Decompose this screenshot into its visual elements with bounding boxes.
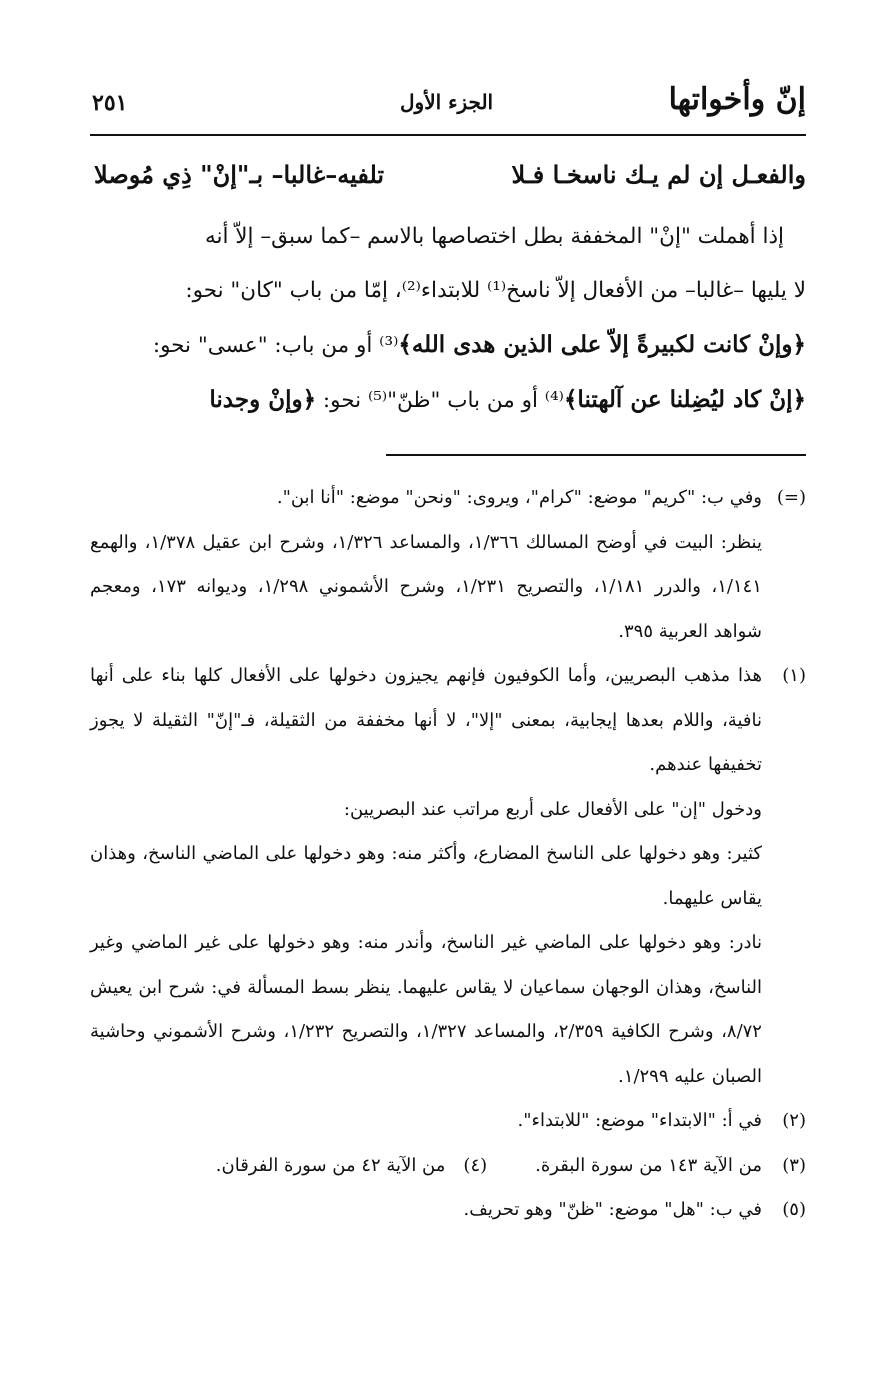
footnote-number: (٢) bbox=[782, 1110, 806, 1131]
poetry-verse bbox=[90, 154, 806, 204]
footnote-number: (٣) bbox=[782, 1154, 806, 1176]
footnote-paragraph: ودخول "إن" على الأفعال على أربع مراتب عند البصريين: bbox=[343, 798, 762, 820]
footnote-number: (٤) bbox=[463, 1154, 488, 1176]
body-line-4 bbox=[90, 373, 806, 428]
footnote-paragraph: في أ: "الابتداء" موضع: "للابتداء". bbox=[517, 1110, 762, 1131]
footnote bbox=[90, 654, 806, 1099]
footnote-paragraph: نادر: وهو دخولها على الماضي غير الناسخ، وأندر منه: وهو دخولها على غير الماضي وغير الناسخ، وهذان الوجهان سماعيان لا يقاس عليهما. ينظر بسط المسألة في: شرح ابن يعيش ٨/٧٢، وشرح الكافية ٢/٣٥٩، والمساعد ١/٣٢٧، والتصريح ١/٢٣٢، وشرح الأشموني وحاشية الصبان عليه ١/٢٩٩. bbox=[90, 932, 763, 1087]
footnote-paragraph: في ب: "هل" موضع: "ظنّ" وهو تحريف. bbox=[463, 1199, 762, 1220]
footnote bbox=[90, 476, 806, 654]
footnotes bbox=[90, 476, 806, 1233]
quran-quote: ﴿وإنْ كانت لكبيرةً إلاّ على الذين هدى الله﴾ bbox=[398, 331, 806, 358]
footnote bbox=[90, 1099, 806, 1144]
footnote-paragraph: كثير: وهو دخولها على الناسخ المضارع، وأكثر منه: وهو دخولها على الماضي الناسخ، وهذان يقاس عليهما. bbox=[90, 843, 762, 909]
page-number: ٢٥١ bbox=[92, 90, 128, 116]
footnote-paragraph: هذا مذهب البصريين، وأما الكوفيون فإنهم يجيزون دخولها على الأفعال كلها بناء على أنها نافية، واللام بعدها إيجابية، بمعنى "إلا"، لا أنها مخففة من الثقيلة، فـ"إنّ" الثقيلة لا يجوز تخفيفها عندهم. bbox=[90, 665, 762, 775]
footnote-number: (=) bbox=[776, 487, 806, 508]
quran-quote: ﴿وإنْ وجدنا bbox=[209, 386, 317, 413]
quran-quote: ﴿إنْ كاد ليُضِلنا عن آلهتنا﴾ bbox=[563, 386, 806, 413]
body-line-2: لا يليها –غالبا– من الأفعال إلاّ ناسخ⁽¹⁾ للابتداء⁽²⁾، إمّا من باب "كان" نحو: bbox=[185, 278, 806, 303]
footnote-text bbox=[90, 1188, 762, 1233]
body-text: ⁽⁴⁾ أو من باب "ظنّ"⁽⁵⁾ نحو: bbox=[322, 388, 564, 413]
book-page bbox=[90, 78, 806, 1233]
body-line-1: إذا أهملت "إنْ" المخففة بطل اختصاصها بالاسم –كما سبق– إلاّ أنه bbox=[204, 224, 784, 249]
body-line-3 bbox=[90, 318, 806, 373]
verse-second-hemistich: تلفيه–غالبا– بـ"إنْ" ذِي مُوصلا bbox=[94, 160, 385, 189]
main-text bbox=[90, 210, 806, 428]
footnote-paragraph: من الآية ١٤٣ من سورة البقرة. bbox=[535, 1154, 762, 1176]
page-header bbox=[90, 78, 806, 136]
footnote-separator bbox=[386, 454, 806, 456]
footnote-paragraph: من الآية ٤٢ من سورة الفرقان. bbox=[215, 1154, 446, 1176]
footnote bbox=[90, 1144, 806, 1189]
footnote-text bbox=[90, 476, 762, 654]
verse-first-hemistich: والفعـل إن لم يـك ناسخـا فـلا bbox=[511, 160, 806, 189]
running-title: إنّ وأخواتها bbox=[668, 82, 806, 117]
footnote-text bbox=[90, 1099, 762, 1144]
volume-label: الجزء الأول bbox=[400, 90, 494, 114]
footnote bbox=[90, 1188, 806, 1233]
footnote-paragraph: ينظر: البيت في أوضح المسالك ١/٣٦٦، والمساعد ١/٣٢٦، وشرح ابن عقيل ١/٣٧٨، والهمع ١/١٤١، والدرر ١/١٨١، والتصريح ١/٢٣١، وشرح الأشموني ١/٢٩٨، وديوانه ١٧٣، ومعجم شواهد العربية ٣٩٥. bbox=[90, 531, 762, 642]
body-text: ⁽³⁾ أو من باب: "عسى" نحو: bbox=[152, 333, 399, 358]
footnote-text bbox=[90, 654, 762, 1099]
footnote-text bbox=[90, 1144, 762, 1189]
footnote-number: (١) bbox=[782, 665, 806, 686]
footnote-paragraph: وفي ب: "كريم" موضع: "كرام"، ويروى: "ونحن" موضع: "أنا ابن". bbox=[276, 487, 762, 508]
footnote-number: (٥) bbox=[782, 1199, 806, 1220]
